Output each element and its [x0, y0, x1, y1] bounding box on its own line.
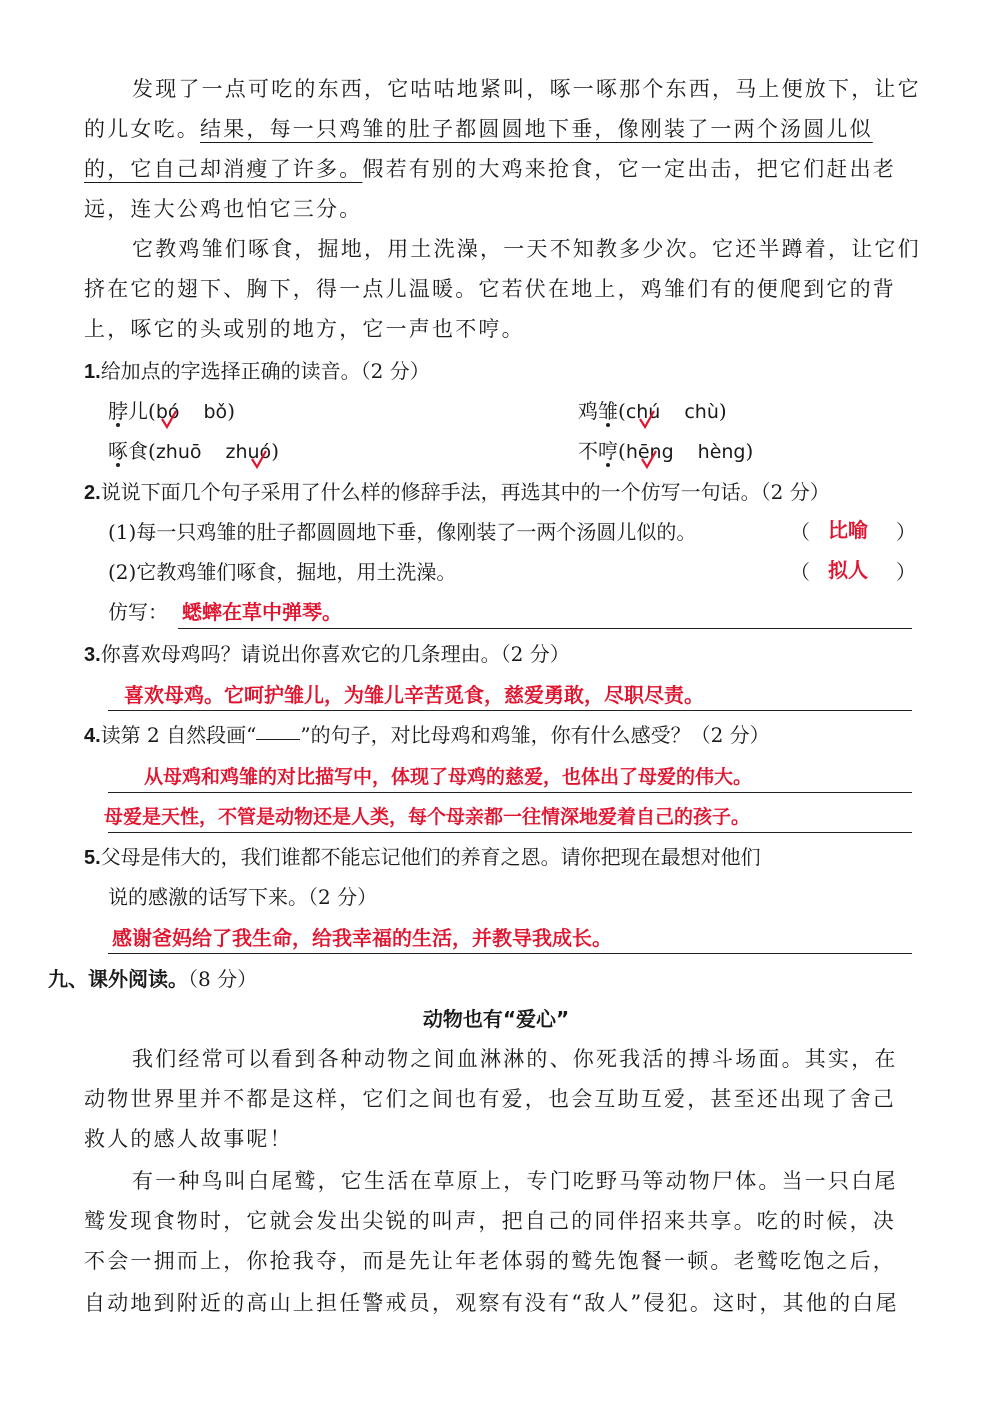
question-5 [84, 842, 761, 873]
check-mark-icon [160, 410, 178, 430]
question-2 [84, 477, 830, 508]
passage-text: 假若有别的大鸡来抢食，它一定出击，把它们赶出老 [362, 157, 897, 181]
reading-line-5: 鹫发现食物时，它就会发出尖锐的叫声，把自己的同伴招来共享。吃的时候，决 [84, 1209, 896, 1233]
answer-rhetoric-2[interactable]: 拟人 [828, 558, 868, 582]
reading-title: 动物也有“爱心” [422, 1007, 570, 1031]
answer-line [178, 628, 912, 629]
question-number: 3. [84, 644, 101, 666]
answer-line [108, 832, 912, 833]
imitate-label: 仿写： [108, 600, 168, 624]
reading-line-4: 有一种鸟叫白尾鹫，它生活在草原上，专门吃野马等动物尸体。当一只白尾 [132, 1169, 898, 1193]
answer-rhetoric-1[interactable]: 比喻 [828, 518, 868, 542]
paren-open: （ [790, 520, 810, 544]
paren: ) [745, 439, 754, 463]
pinyin-option[interactable]: bǒ [203, 401, 228, 423]
reading-line-6: 不会一拥而上，你抢我夺，而是先让年老体弱的鹫先饱餐一顿。老鹫吃饱之后， [84, 1249, 896, 1273]
paren-close: ） [896, 520, 916, 544]
reading-line-7: 自动地到附近的高山上担任警戒员，观察有没有“敌人”侵犯。这时，其他的白尾 [84, 1291, 899, 1315]
reading-line-2: 动物世界里并不都是这样，它们之间也有爱，也会互助互爱，甚至还出现了舍己 [84, 1087, 896, 1111]
pinyin-option-selected[interactable]: hēng [626, 437, 674, 467]
sentence-1: (1)每一只鸡雏的肚子都圆圆地下垂，像刚装了一两个汤圆儿似的。 [108, 520, 697, 544]
answer-line [108, 710, 912, 711]
pinyin-item-3 [108, 436, 279, 467]
answer-q4-line-2[interactable]: 母爱是天性，不管是动物还是人类，每个母亲都一往情深地爱着自己的孩子。 [104, 806, 751, 828]
question-1 [84, 356, 430, 387]
question-number: 4. [84, 725, 101, 747]
pinyin-option-selected[interactable]: chú [626, 397, 661, 427]
imitate-answer[interactable]: 蟋蟀在草中弹琴。 [182, 600, 342, 624]
pinyin-item-1 [108, 396, 235, 427]
pinyin-option[interactable]: chù [684, 401, 719, 423]
pinyin-option-selected[interactable]: bó [156, 397, 180, 427]
paren: ) [271, 439, 279, 463]
question-4 [84, 720, 770, 751]
check-mark-icon [250, 450, 268, 470]
char: 食( [128, 439, 156, 463]
passage-line-4: 远，连大公鸡也怕它三分。 [84, 197, 363, 221]
passage-line-7: 上，啄它的头或别的地方，它一声也不哼。 [84, 317, 525, 341]
section-label: 九、课外阅读。 [48, 967, 188, 991]
check-mark-icon [638, 410, 656, 430]
passage-line-3 [84, 154, 912, 184]
pinyin-item-2 [578, 396, 727, 427]
char: 不 [578, 439, 598, 463]
char: ( [618, 439, 626, 463]
question-number: 2. [84, 482, 101, 504]
passage-text: 的儿女吃。 [84, 117, 200, 141]
answer-q5[interactable]: 感谢爸妈给了我生命，给我幸福的生活，并教导我成长。 [112, 926, 612, 950]
question-3 [84, 639, 570, 670]
reading-line-1: 我们经常可以看到各种动物之间血淋淋的、你死我活的搏斗场面。其实，在 [132, 1047, 898, 1071]
question-5-text-line-2: 说的感激的话写下来。（2 分） [108, 885, 378, 909]
paren: ) [718, 399, 727, 423]
question-text: 读第 2 自然段画“ [100, 723, 257, 747]
underlined-sentence: 结果，每一只鸡雏的肚子都圆圆地下垂，像刚装了一两个汤圆儿似 [200, 117, 873, 141]
paren-close: ） [896, 560, 916, 584]
answer-q4-line-1[interactable]: 从母鸡和鸡雏的对比描写中，体现了母鸡的慈爱，也体出了母爱的伟大。 [144, 766, 753, 788]
underline-blank [256, 721, 300, 740]
question-text: 给加点的字选择正确的读音。（2 分） [100, 359, 430, 383]
answer-line [108, 792, 912, 793]
question-number: 1. [84, 361, 101, 383]
dotted-char: 雏 [598, 399, 618, 423]
char: 脖 [108, 399, 128, 423]
paren: ) [227, 399, 235, 423]
reading-line-3: 救人的感人故事呢！ [84, 1127, 293, 1151]
check-mark-icon [640, 450, 658, 470]
paren-open: （ [790, 560, 810, 584]
char: 儿( [128, 399, 156, 423]
pinyin-item-4 [578, 436, 753, 467]
pinyin-option-selected[interactable]: zhuó [226, 437, 272, 467]
dotted-char: 啄 [108, 439, 128, 463]
sentence-2: (2)它教鸡雏们啄食，掘地，用土洗澡。 [108, 560, 457, 584]
answer-line [108, 953, 912, 954]
question-text: 父母是伟大的，我们谁都不能忘记他们的养育之恩。请你把现在最想对他们 [100, 845, 761, 869]
section-9-heading [48, 964, 257, 994]
pinyin-option[interactable]: zhuō [155, 441, 202, 463]
dotted-char: 哼 [598, 439, 618, 463]
pinyin-option[interactable]: hèng [697, 441, 746, 463]
char: 鸡 [578, 399, 598, 423]
question-text: ”的句子，对比母鸡和鸡雏，你有什么感受？（2 分） [300, 723, 770, 747]
question-text: 你喜欢母鸡吗？请说出你喜欢它的几条理由。（2 分） [100, 642, 570, 666]
char: ( [618, 399, 626, 423]
passage-line-2 [84, 114, 912, 144]
passage-line-1: 发现了一点可吃的东西，它咕咕地紧叫，啄一啄那个东西，马上便放下，让它 [132, 77, 921, 101]
passage-line-5: 它教鸡雏们啄食，掘地，用土洗澡，一天不知教多少次。它还半蹲着，让它们 [132, 237, 921, 261]
question-text: 说说下面几个句子采用了什么样的修辞手法，再选其中的一个仿写一句话。（2 分） [100, 480, 830, 504]
underlined-sentence: 的，它自己却消瘦了许多。 [84, 157, 363, 181]
question-number: 5. [84, 847, 101, 869]
answer-q3[interactable]: 喜欢母鸡。它呵护雏儿，为雏儿辛苦觅食，慈爱勇敢，尽职尽责。 [124, 683, 704, 707]
section-points: （8 分） [188, 967, 258, 991]
passage-line-6: 挤在它的翅下、胸下，得一点儿温暖。它若伏在地上，鸡雏们有的便爬到它的背 [84, 277, 896, 301]
